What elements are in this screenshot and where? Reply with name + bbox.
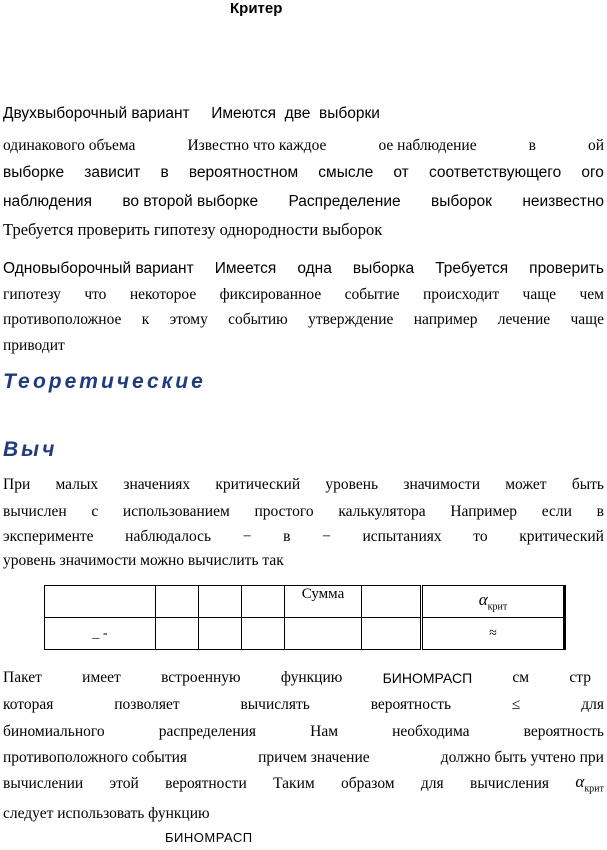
text-fragment: эксперименте (3, 528, 94, 545)
para3-line1 (3, 475, 604, 495)
text-fragment: неизвестно (522, 193, 604, 210)
text-fragment: чаще (522, 286, 557, 303)
text-fragment: см (512, 669, 530, 686)
table-cell (45, 586, 156, 618)
text-fragment: в (528, 137, 536, 154)
para1-line4 (3, 192, 604, 212)
text-fragment: одинакового объема (3, 137, 136, 154)
para4-line4 (3, 748, 604, 768)
sum-header-cell: Сумма (285, 586, 362, 618)
section-heading-theoretical: Теоретические (3, 370, 206, 393)
text-fragment: Одновыборочный вариант (3, 260, 194, 277)
critical-level-table (44, 585, 566, 650)
function-name: БИНОМРАСП (382, 670, 473, 686)
section-heading-calc: Выч (3, 438, 58, 461)
text-fragment: во второй выборке (122, 193, 259, 210)
table-cell (242, 586, 285, 618)
text-fragment: ое наблюдение (378, 137, 477, 154)
text-fragment: Таким (273, 775, 315, 792)
text-fragment: калькулятора (338, 503, 426, 520)
text-fragment: Имеется (214, 260, 277, 277)
text-fragment: должно быть учтено при (440, 749, 604, 766)
text-fragment: ого (581, 164, 604, 181)
text-fragment: происходит (422, 286, 500, 303)
table-cell (285, 618, 362, 650)
text-fragment: Распределение (288, 193, 401, 210)
text-fragment: Требуется (435, 260, 509, 277)
para2-line1 (3, 259, 604, 279)
text-fragment: необходима (392, 723, 470, 740)
text-fragment: значимости (403, 476, 480, 493)
text-fragment: вероятностном (188, 164, 299, 181)
text-fragment: Например (450, 503, 517, 520)
text-fragment: вычислять (240, 696, 310, 713)
para1-line5: Требуется проверить гипотезу однородности выборок (3, 220, 383, 239)
text-fragment: ≤ (511, 696, 521, 713)
text-fragment: быть (571, 476, 604, 493)
text-fragment: стр (569, 669, 591, 686)
alpha-crit (575, 772, 604, 799)
alpha-subscript: крит (584, 783, 604, 795)
text-fragment: вычислении (3, 775, 84, 792)
text-fragment: позволяет (114, 696, 180, 713)
text-fragment: имеет (82, 669, 121, 686)
text-fragment: критический (519, 528, 604, 545)
text-fragment: лечение (497, 311, 551, 328)
table-cell (242, 618, 285, 650)
text-fragment: − (242, 528, 252, 545)
text-fragment: смысле (318, 164, 374, 181)
text-fragment: то (473, 528, 488, 545)
alpha-symbol: α (478, 590, 488, 610)
para4-line6: следует использовать функцию (3, 805, 210, 822)
text-fragment: Двухвыборочный вариант (3, 105, 190, 122)
text-fragment: выборки (318, 105, 380, 122)
text-fragment: малых (55, 476, 99, 493)
text-fragment: выборок (431, 193, 492, 210)
para2-line2 (3, 285, 604, 305)
text-fragment: что (84, 286, 107, 303)
table-cell: _ - (45, 618, 156, 650)
text-fragment: вероятности (165, 775, 247, 792)
text-fragment: вычисления (470, 775, 550, 792)
table-cell (362, 586, 422, 618)
text-fragment: зависит (84, 164, 141, 181)
text-fragment: может (505, 476, 547, 493)
table-row (45, 586, 565, 618)
text-fragment: если (541, 503, 572, 520)
para1-line3 (3, 163, 604, 183)
text-fragment: противоположного события (3, 749, 188, 766)
para4-line2 (3, 695, 604, 715)
text-fragment: гипотезу (3, 286, 61, 303)
text-fragment: простого (254, 503, 314, 520)
text-fragment: противоположное (3, 311, 122, 328)
text-fragment: вероятность (370, 696, 452, 713)
text-fragment: утверждение (308, 311, 394, 328)
text-fragment: от (393, 164, 409, 181)
table-row (45, 618, 565, 650)
text-fragment: испытаниях (362, 528, 442, 545)
para3-line2 (3, 502, 604, 522)
text-fragment: например (413, 311, 478, 328)
approx-cell: ≈ (422, 618, 565, 650)
text-fragment: этому (169, 311, 208, 328)
text-fragment: в (596, 503, 604, 520)
text-fragment: наблюдалось (125, 528, 212, 545)
table-cell (362, 618, 422, 650)
text-fragment: в (283, 528, 291, 545)
alpha-symbol: α (575, 772, 585, 791)
text-fragment: выборке (3, 164, 65, 181)
para4-line1 (3, 668, 591, 688)
text-fragment: Имеются (211, 105, 276, 122)
text-fragment: проверить (529, 260, 604, 277)
page-title: Критер (230, 0, 283, 17)
text-fragment: событию (228, 311, 288, 328)
text-fragment: одна (297, 260, 332, 277)
text-fragment: распределения (158, 723, 257, 740)
table-cell (156, 618, 199, 650)
text-fragment: использованием (122, 503, 230, 520)
text-fragment: выборка (352, 260, 415, 277)
para3-line4: уровень значимости можно вычислить так (3, 552, 284, 569)
table-cell (156, 586, 199, 618)
text-fragment: с (91, 503, 99, 520)
alpha-header-cell (422, 586, 565, 618)
text-fragment: чем (579, 286, 604, 303)
text-fragment: биномиального (3, 723, 105, 740)
para1-line1 (3, 104, 433, 124)
text-fragment: событие (344, 286, 400, 303)
text-fragment: вычислен (3, 503, 67, 520)
function-name-bottom: БИНОМРАСП (165, 830, 253, 845)
para4-line5 (3, 774, 604, 799)
text-fragment: образом (341, 775, 395, 792)
text-fragment: причем значение (258, 749, 370, 766)
text-fragment: наблюдения (3, 193, 92, 210)
para4-line3 (3, 722, 604, 742)
text-fragment: Известно что каждое (187, 137, 327, 154)
para2-line4: приводит (3, 337, 65, 354)
text-fragment: некоторое (129, 286, 197, 303)
text-fragment: для (581, 696, 604, 713)
text-fragment: к (141, 311, 150, 328)
para3-line3 (3, 527, 604, 547)
text-fragment: две (284, 105, 311, 122)
text-fragment: ой (587, 137, 604, 154)
text-fragment: для (420, 775, 444, 792)
text-fragment: Пакет (3, 669, 42, 686)
text-fragment: критический (215, 476, 301, 493)
text-fragment: функцию (280, 669, 343, 686)
text-fragment: чаще (570, 311, 604, 328)
text-fragment: При (3, 476, 31, 493)
table-cell (199, 586, 242, 618)
para2-line3 (3, 310, 604, 330)
text-fragment: уровень (325, 476, 379, 493)
table-cell (199, 618, 242, 650)
text-fragment: вероятность (523, 723, 604, 740)
text-fragment: значениях (123, 476, 191, 493)
text-fragment: соответствующего (428, 164, 562, 181)
alpha-subscript: крит (487, 601, 508, 613)
text-fragment: фиксированное (219, 286, 322, 303)
text-fragment: Нам (310, 723, 339, 740)
text-fragment: этой (109, 775, 139, 792)
para1-line2 (3, 136, 604, 156)
text-fragment: которая (3, 696, 54, 713)
text-fragment: в (160, 164, 169, 181)
text-fragment: − (322, 528, 331, 545)
text-fragment: встроенную (161, 669, 241, 686)
